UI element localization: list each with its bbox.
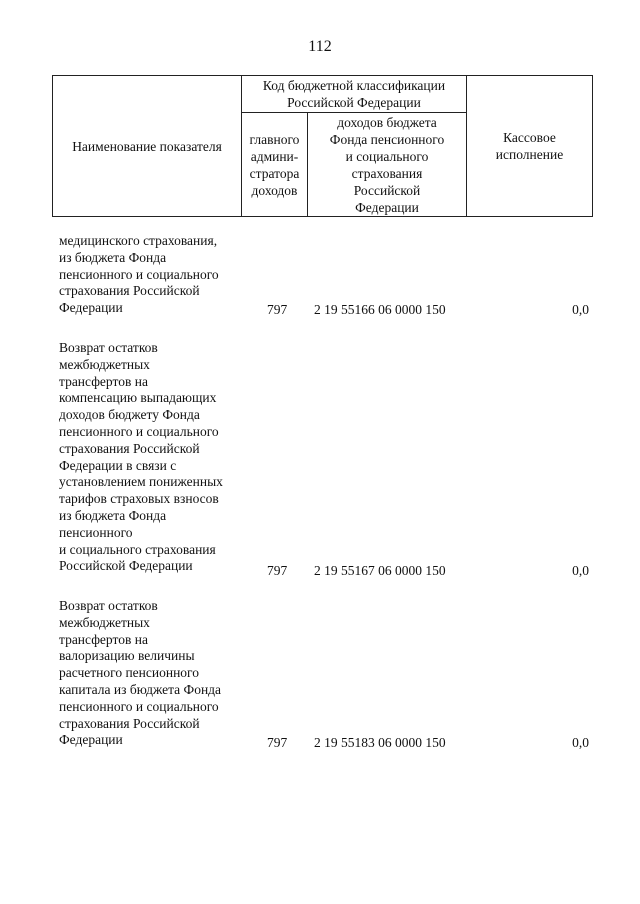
admin-code: 797	[267, 563, 288, 579]
indicator-name: медицинского страхования, из бюджета Фонда пенсионного и социального страхования Российской Федерации	[59, 233, 219, 316]
table-header	[52, 75, 593, 217]
budget-code: 2 19 55183 06 0000 150	[314, 735, 446, 751]
header-revenue-code: доходов бюджета Фонда пенсионного и социального страхования Российской Федерации	[329, 114, 445, 215]
table-row	[52, 340, 593, 580]
cash-execution-amount: 0,0	[572, 302, 589, 318]
header-classification-group: Код бюджетной классификации Российской Федерации	[262, 78, 446, 110]
page-number: 112	[308, 38, 332, 55]
cash-execution-amount: 0,0	[572, 563, 589, 579]
header-admin-code: главного админи- стратора доходов	[249, 131, 300, 198]
table-row	[52, 598, 593, 752]
admin-code: 797	[267, 302, 288, 318]
admin-code: 797	[267, 735, 288, 751]
header-indicator-name: Наименование показателя	[72, 138, 222, 154]
indicator-name: Возврат остатков межбюджетных трансфертов на компенсацию выпадающих доходов бюджету Фонда пенсионного и социального страхования Российской Федерации в связи с установлением пониженных тарифов страховых взносов из бюджета Фонда пенсионного и социального страхования Российской Федерации	[59, 340, 223, 574]
header-cash-execution: Кассовое исполнение	[495, 130, 564, 162]
cash-execution-amount: 0,0	[572, 735, 589, 751]
indicator-name: Возврат остатков межбюджетных трансфертов на валоризацию величины расчетного пенсионного капитала из бюджета Фонда пенсионного и социального страхования Российской Федерации	[59, 598, 222, 748]
table-row	[52, 233, 593, 319]
budget-code: 2 19 55167 06 0000 150	[314, 563, 446, 579]
budget-code: 2 19 55166 06 0000 150	[314, 302, 446, 318]
